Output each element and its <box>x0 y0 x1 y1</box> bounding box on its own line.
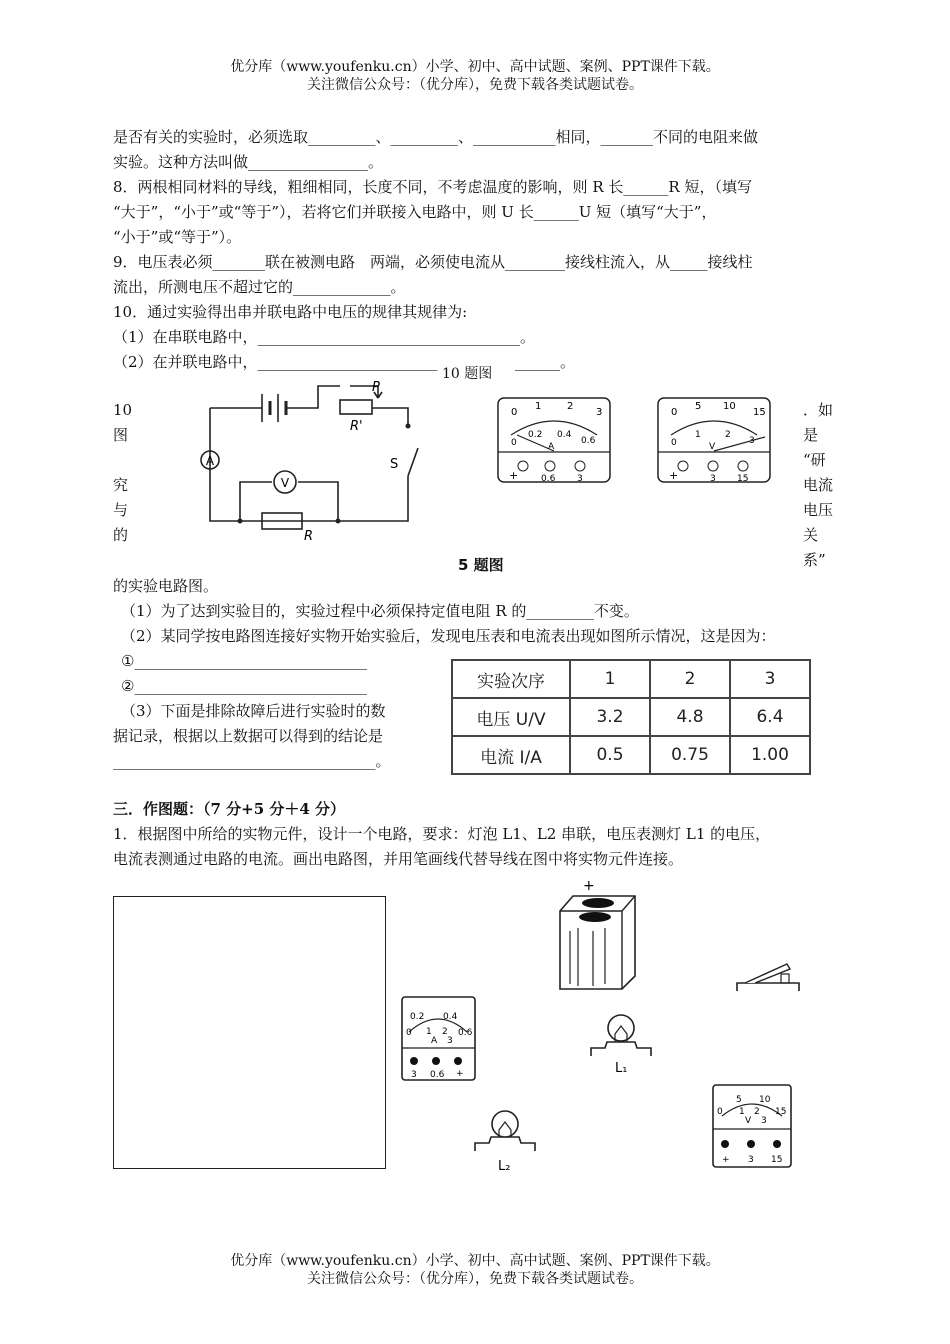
text-line-1: 是否有关的实验时，必须选取_________、_________、___________相同，_______不同的电阻来做 <box>113 128 759 146</box>
left-side-char: 与 <box>113 501 129 519</box>
right-side-char: 电压 <box>803 501 834 519</box>
question-10-parallel: （2）在并联电路中，________________________ <box>113 353 438 371</box>
question-8-line-1: 8．两根相同材料的导线，粗细相同，长度不同，不考虑温度的影响，则 R 长______R 短，（填写 <box>113 178 752 196</box>
ammeter-bottom-tick: 0 <box>511 438 517 448</box>
ammeter-terminal-label: 0.6 <box>541 474 556 483</box>
table-cell: 电流 I/A <box>452 736 570 774</box>
label-v: V <box>280 476 290 490</box>
figure-10-label: 10 题图 <box>442 366 493 382</box>
question-10-line-1: 10．通过实验得出串并联电路中电压的规律其规律为: <box>113 303 468 321</box>
left-side-char: 图 <box>113 426 129 444</box>
lamp-l1-component <box>591 1015 651 1076</box>
question-9-line-1: 9．电压表必须_______联在被测电路 两端，必须使电流从________接线柱流入，从_____接线柱 <box>113 253 753 271</box>
small-ammeter-terminal-label: 3 <box>411 1070 417 1080</box>
label-r-prime: R' <box>350 419 363 434</box>
small-voltmeter-tick: 1 <box>739 1107 745 1117</box>
table-cell: 6.4 <box>730 698 810 736</box>
text-line-circuit: 的实验电路图。 <box>113 577 219 595</box>
voltmeter-terminal-label: 3 <box>710 474 716 483</box>
junction-dot <box>238 519 243 524</box>
small-voltmeter-terminal-label: 15 <box>771 1155 783 1165</box>
section-3-title: 三．作图题：（7 分+5 分＋4 分） <box>113 800 346 818</box>
conclusion-blank: ___________________________________。 <box>113 752 391 770</box>
small-ammeter-tick: 2 <box>442 1027 448 1037</box>
right-side-char: 是 <box>803 426 819 444</box>
table-row <box>452 698 810 736</box>
voltmeter-top-tick: 15 <box>753 407 766 418</box>
small-ammeter-tick: 0 <box>406 1028 412 1038</box>
table-row <box>452 660 810 698</box>
small-voltmeter-tick: 0 <box>717 1107 723 1117</box>
right-side-char: 系” <box>803 551 826 569</box>
components-figure <box>395 876 815 1176</box>
lamp-l1-label: L₁ <box>615 1061 628 1076</box>
ammeter-figure <box>497 397 611 483</box>
question-8-line-2: “大于”，“小于”或“等于”），若将它们并联接入电路中，则 U 长______U 短（填写“大于”， <box>113 203 717 221</box>
header-line-2: 关注微信公众号：（优分库），免费下载各类试题试卷。 <box>307 77 643 93</box>
left-side-char: 究 <box>113 476 129 494</box>
answer-blank-2: ②_______________________________ <box>121 677 367 695</box>
left-side-char: 10 <box>113 401 133 419</box>
footer-line-1: 优分库（www.youfenku.cn）小学、初中、高中试题、案例、PPT课件下载。 <box>230 1253 720 1269</box>
switch-blade <box>408 448 418 476</box>
small-ammeter-tick: 0.4 <box>443 1012 458 1022</box>
left-side-char: 的 <box>113 526 129 544</box>
question-10-series: （1）在串联电路中，___________________________________。 <box>113 328 536 346</box>
switch-contact <box>406 424 411 429</box>
small-ammeter-tick: 0.2 <box>410 1012 425 1022</box>
right-side-char: “研 <box>803 451 826 469</box>
small-ammeter-tick: 1 <box>426 1027 432 1037</box>
voltmeter-terminal-label: 15 <box>737 474 749 483</box>
small-voltmeter-tick: 10 <box>759 1095 771 1105</box>
small-voltmeter-component <box>713 1085 791 1167</box>
ammeter-plus: + <box>509 469 519 482</box>
battery-component <box>560 878 635 989</box>
right-side-char: 关 <box>803 526 819 544</box>
label-p: P <box>372 380 380 395</box>
table-cell: 1 <box>570 660 650 698</box>
ammeter-terminal-label: 3 <box>577 474 583 483</box>
table-cell: 0.5 <box>570 736 650 774</box>
small-voltmeter-tick: 3 <box>761 1116 767 1126</box>
voltmeter-bottom-tick: 3 <box>749 436 755 446</box>
question-part-1: （1）为了达到实验目的，实验过程中必须保持定值电阻 R 的_________不变。 <box>121 602 639 620</box>
ammeter-bottom-tick: 0.6 <box>581 436 596 446</box>
small-ammeter-terminal-label: + <box>456 1069 464 1079</box>
question-part-3-line-1: （3）下面是排除故障后进行实验时的数 <box>121 702 386 720</box>
ammeter-top-tick: 3 <box>596 407 603 418</box>
right-side-char: 电流 <box>803 476 834 494</box>
table-cell: 实验次序 <box>452 660 570 698</box>
small-voltmeter-tick: 5 <box>736 1095 742 1105</box>
battery-plus-label: + <box>583 878 595 894</box>
ammeter-top-tick: 2 <box>567 401 574 412</box>
table-cell: 1.00 <box>730 736 810 774</box>
table-row <box>452 736 810 774</box>
ammeter-top-tick: 0 <box>511 407 518 418</box>
table-cell: 2 <box>650 660 730 698</box>
small-ammeter-terminal-label: 0.6 <box>430 1070 445 1080</box>
left-side-column <box>113 398 132 548</box>
small-voltmeter-tick: 15 <box>775 1107 787 1117</box>
small-ammeter-unit: A <box>431 1036 438 1046</box>
footer-line-2: 关注微信公众号：（优分库），免费下载各类试题试卷。 <box>307 1271 643 1287</box>
voltmeter-bottom-tick: 0 <box>671 438 677 448</box>
voltmeter-top-tick: 5 <box>695 401 702 412</box>
voltmeter-top-tick: 0 <box>671 407 678 418</box>
table-cell: 3 <box>730 660 810 698</box>
table-cell: 电压 U/V <box>452 698 570 736</box>
question-8-line-3: “小于”或“等于”）。 <box>113 228 242 246</box>
ammeter-bottom-tick: 0.4 <box>557 430 572 440</box>
voltmeter-bottom-tick: 2 <box>725 430 731 440</box>
voltmeter-bottom-tick: 1 <box>695 430 701 440</box>
small-voltmeter-terminal-label: 3 <box>748 1155 754 1165</box>
drawing-question-line-2: 电流表测通过电路的电流。画出电路图，并用笔画线代替导线在图中将实物元件连接。 <box>113 850 684 868</box>
voltmeter-top-tick: 10 <box>723 401 736 412</box>
answer-blank-1: ①_______________________________ <box>121 652 367 670</box>
ammeter-unit: A <box>548 442 555 452</box>
question-9-line-2: 流出，所测电压不超过它的_____________。 <box>113 278 406 296</box>
label-r: R <box>304 529 314 544</box>
right-side-char: ．如 <box>803 401 834 419</box>
lamp-l2-component <box>475 1111 535 1174</box>
junction-dot <box>336 519 341 524</box>
ammeter-bottom-tick: 0.2 <box>528 430 543 440</box>
small-ammeter-tick: 3 <box>447 1036 453 1046</box>
table-cell: 3.2 <box>570 698 650 736</box>
drawing-question-line-1: 1．根据图中所给的实物元件，设计一个电路，要求：灯泡 L1、L2 串联，电压表测灯 L1 的电压， <box>113 825 771 843</box>
small-voltmeter-tick: 2 <box>754 1107 760 1117</box>
drawing-answer-box[interactable] <box>113 896 386 1169</box>
table-cell: 0.75 <box>650 736 730 774</box>
label-s: S <box>390 457 399 472</box>
voltmeter-unit: V <box>709 442 716 452</box>
small-ammeter-component <box>402 997 475 1080</box>
question-10-parallel-end: ______。 <box>515 353 576 371</box>
small-voltmeter-terminal-label: + <box>722 1155 730 1165</box>
table-cell: 4.8 <box>650 698 730 736</box>
ammeter-top-tick: 1 <box>535 401 542 412</box>
text-line-2: 实验。这种方法叫做________________。 <box>113 153 384 171</box>
switch-component <box>737 964 799 991</box>
figure-5-label: 5 题图 <box>458 556 504 574</box>
left-side-char <box>113 448 132 473</box>
lamp-l2-label: L₂ <box>498 1159 511 1174</box>
voltmeter-plus: + <box>669 469 679 482</box>
small-voltmeter-unit: V <box>745 1116 752 1126</box>
rheostat-symbol <box>340 400 372 414</box>
question-part-3-line-2: 据记录，根据以上数据可以得到的结论是 <box>113 727 384 745</box>
circuit-diagram <box>190 376 430 546</box>
right-side-column <box>803 398 833 573</box>
small-ammeter-tick: 0.6 <box>458 1028 473 1038</box>
data-table <box>451 659 811 775</box>
label-a: A <box>205 454 215 468</box>
header-line-1: 优分库（www.youfenku.cn）小学、初中、高中试题、案例、PPT课件下载。 <box>230 59 720 75</box>
voltmeter-figure <box>657 397 771 483</box>
question-part-2: （2）某同学按电路图连接好实物开始实验后，发现电压表和电流表出现如图所示情况，这是因为： <box>121 627 776 645</box>
